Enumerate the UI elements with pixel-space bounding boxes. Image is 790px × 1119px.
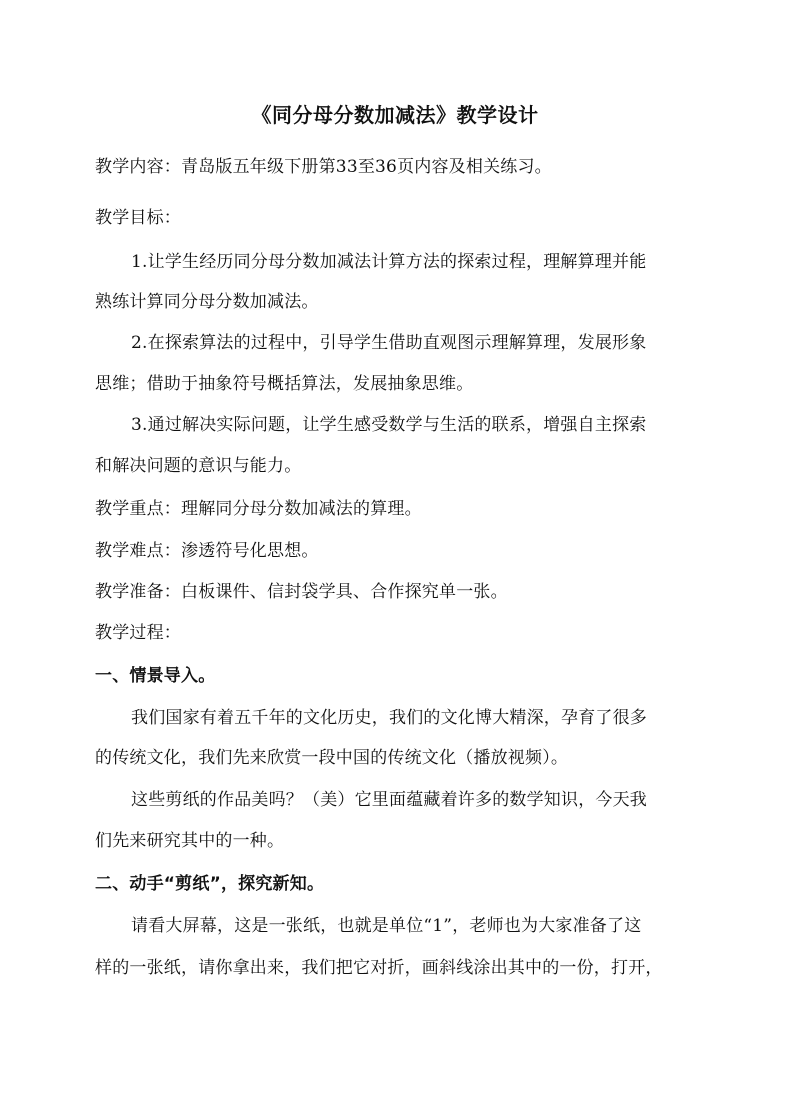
- section-2-paragraph-1-line-1: 请看大屏幕，这是一张纸，也就是单位“1”，老师也为大家准备了这: [131, 916, 642, 936]
- section-1-paragraph-2-line-1: 这些剪纸的作品美吗？（美）它里面蕴藏着许多的数学知识，今天我: [131, 790, 647, 810]
- goal-3-line-1: 3.通过解决实际问题，让学生感受数学与生活的联系，增强自主探索: [131, 415, 647, 435]
- section-2-heading: 二、动手“剪纸”，探究新知。: [95, 874, 325, 894]
- goal-2-line-2: 思维；借助于抽象符号概括算法，发展抽象思维。: [95, 374, 474, 394]
- process-heading: 教学过程：: [95, 623, 181, 643]
- goal-3-line-2: 和解决问题的意识与能力。: [95, 456, 302, 476]
- difficulty-line: 教学难点：渗透符号化思想。: [95, 541, 319, 561]
- goal-2-line-1: 2.在探索算法的过程中，引导学生借助直观图示理解算理，发展形象: [131, 333, 647, 353]
- section-1-heading: 一、情景导入。: [95, 666, 216, 686]
- section-1-paragraph-2-line-2: 们先来研究其中的一种。: [95, 831, 285, 851]
- section-1-paragraph-1-line-2: 的传统文化，我们先来欣赏一段中国的传统文化（播放视频）。: [95, 748, 569, 768]
- section-2-paragraph-1-line-2: 样的一张纸，请你拿出来，我们把它对折，画斜线涂出其中的一份，打开，: [95, 958, 663, 978]
- preparation-line: 教学准备：白板课件、信封袋学具、合作探究单一张。: [95, 582, 508, 602]
- key-point-line: 教学重点：理解同分母分数加减法的算理。: [95, 499, 422, 519]
- teaching-goals-heading: 教学目标：: [95, 208, 181, 228]
- section-1-paragraph-1-line-1: 我们国家有着五千年的文化历史，我们的文化博大精深，孕育了很多: [131, 708, 647, 728]
- teaching-content-line: 教学内容：青岛版五年级下册第33至36页内容及相关练习。: [95, 157, 552, 177]
- goal-1-line-1: 1.让学生经历同分母分数加减法计算方法的探索过程，理解算理并能: [131, 252, 647, 272]
- document-title: 《同分母分数加减法》教学设计: [251, 103, 539, 127]
- goal-1-line-2: 熟练计算同分母分数加减法。: [95, 292, 319, 312]
